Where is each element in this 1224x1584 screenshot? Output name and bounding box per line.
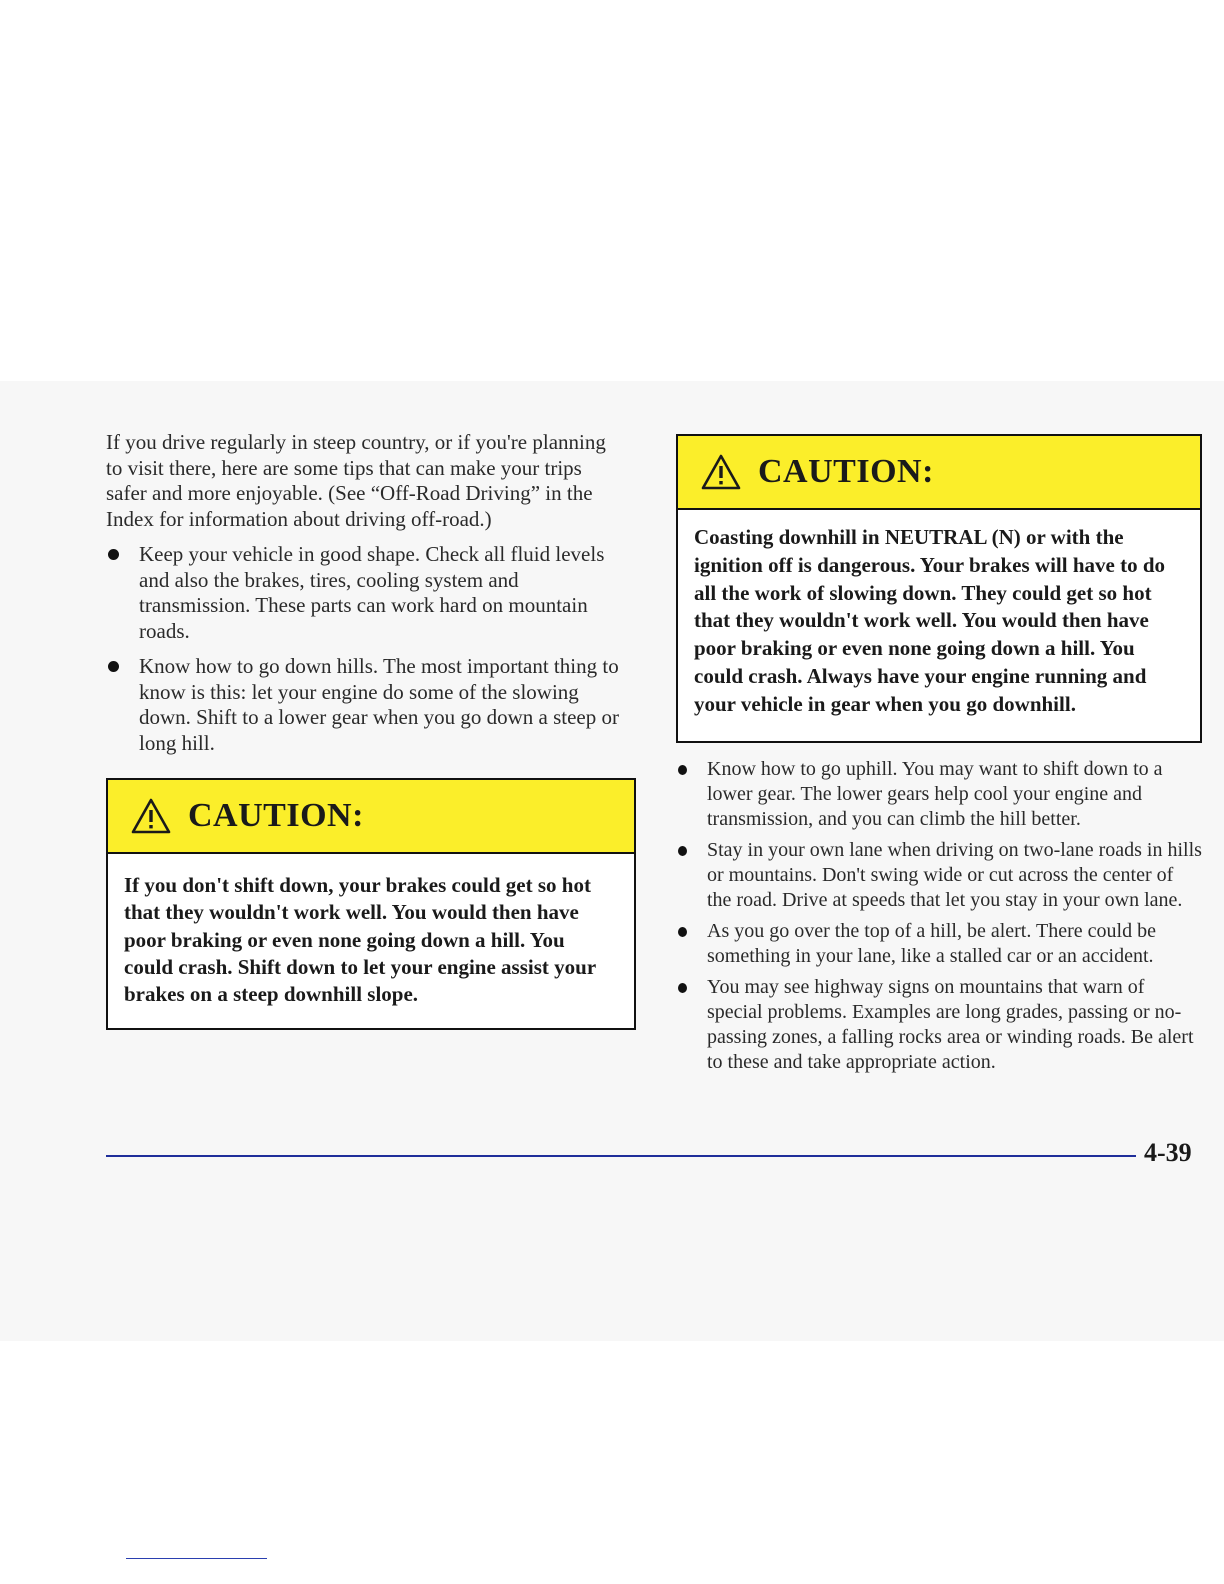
caution-text: If you don't shift down, your brakes could get so hot that they wouldn't work well. You would then have poor braking or even none going down a hill. You could crash. Shift down to let your engine assist your brakes on a steep downhill slope. xyxy=(124,873,596,1007)
list-item xyxy=(106,542,626,644)
list-item-text: Know how to go down hills. The most important thing to know is this: let your engine do some of the slowing down. Shift to a lower gear when you go down a steep or long hill. xyxy=(139,654,619,755)
left-column xyxy=(106,430,626,1030)
list-item xyxy=(676,757,1202,832)
caution-box-coasting xyxy=(676,434,1202,743)
caution-text: Coasting downhill in NEUTRAL (N) or with the ignition off is dangerous. Your brakes will have to do all the work of slowing down. They could get so hot that they wouldn't work well. You would then have poor braking or even none going down a hill. You could crash. Always have your engine running and your vehicle in gear when you go downhill. xyxy=(694,525,1166,716)
list-item-text: As you go over the top of a hill, be alert. There could be something in your lane, like a stalled car or an accident. xyxy=(707,919,1156,967)
footer-rule xyxy=(106,1155,1136,1157)
left-bullet-list xyxy=(106,542,626,756)
list-item-text: Know how to go uphill. You may want to shift down to a lower gear. The lower gears help cool your engine and transmission, and you can climb the hill better. xyxy=(707,757,1163,830)
list-item xyxy=(676,975,1202,1075)
right-column xyxy=(676,434,1202,1081)
list-item-text: Stay in your own lane when driving on two-lane roads in hills or mountains. Don't swing wide or cut across the center of the road. Drive at speeds that let you stay in your own lane. xyxy=(707,838,1202,911)
caution-title: CAUTION: xyxy=(188,797,364,834)
list-item xyxy=(676,919,1202,969)
warning-triangle-icon xyxy=(700,453,742,491)
intro-paragraph: If you drive regularly in steep country, or if you're planning to visit there, here are some tips that can make your trips safer and more enjoyable. (See “Off-Road Driving” in the Index for information about driving off-road.) xyxy=(106,430,606,531)
list-item xyxy=(106,654,626,756)
page-number: 4-39 xyxy=(1144,1138,1192,1167)
list-item xyxy=(676,838,1202,913)
caution-box-shift-down xyxy=(106,778,636,1030)
caution-header xyxy=(678,436,1200,510)
bullet-icon xyxy=(678,983,687,993)
list-item-text: Keep your vehicle in good shape. Check all fluid levels and also the brakes, tires, cooling system and transmission. These parts can work hard on mountain roads. xyxy=(139,542,605,643)
right-bullet-list xyxy=(676,757,1202,1075)
list-item-text: You may see highway signs on mountains that warn of special problems. Examples are long grades, passing or no-passing zones, a falling rocks area or winding roads. Be alert to these and take appropriate action. xyxy=(707,975,1194,1073)
bullet-icon xyxy=(108,549,119,560)
bottom-rule-stub xyxy=(126,1558,267,1559)
caution-title: CAUTION: xyxy=(758,453,934,490)
bullet-icon xyxy=(108,661,119,672)
bullet-icon xyxy=(678,927,687,937)
bullet-icon xyxy=(678,846,687,856)
caution-header xyxy=(108,780,634,854)
warning-triangle-icon xyxy=(130,797,172,835)
bullet-icon xyxy=(678,765,687,775)
